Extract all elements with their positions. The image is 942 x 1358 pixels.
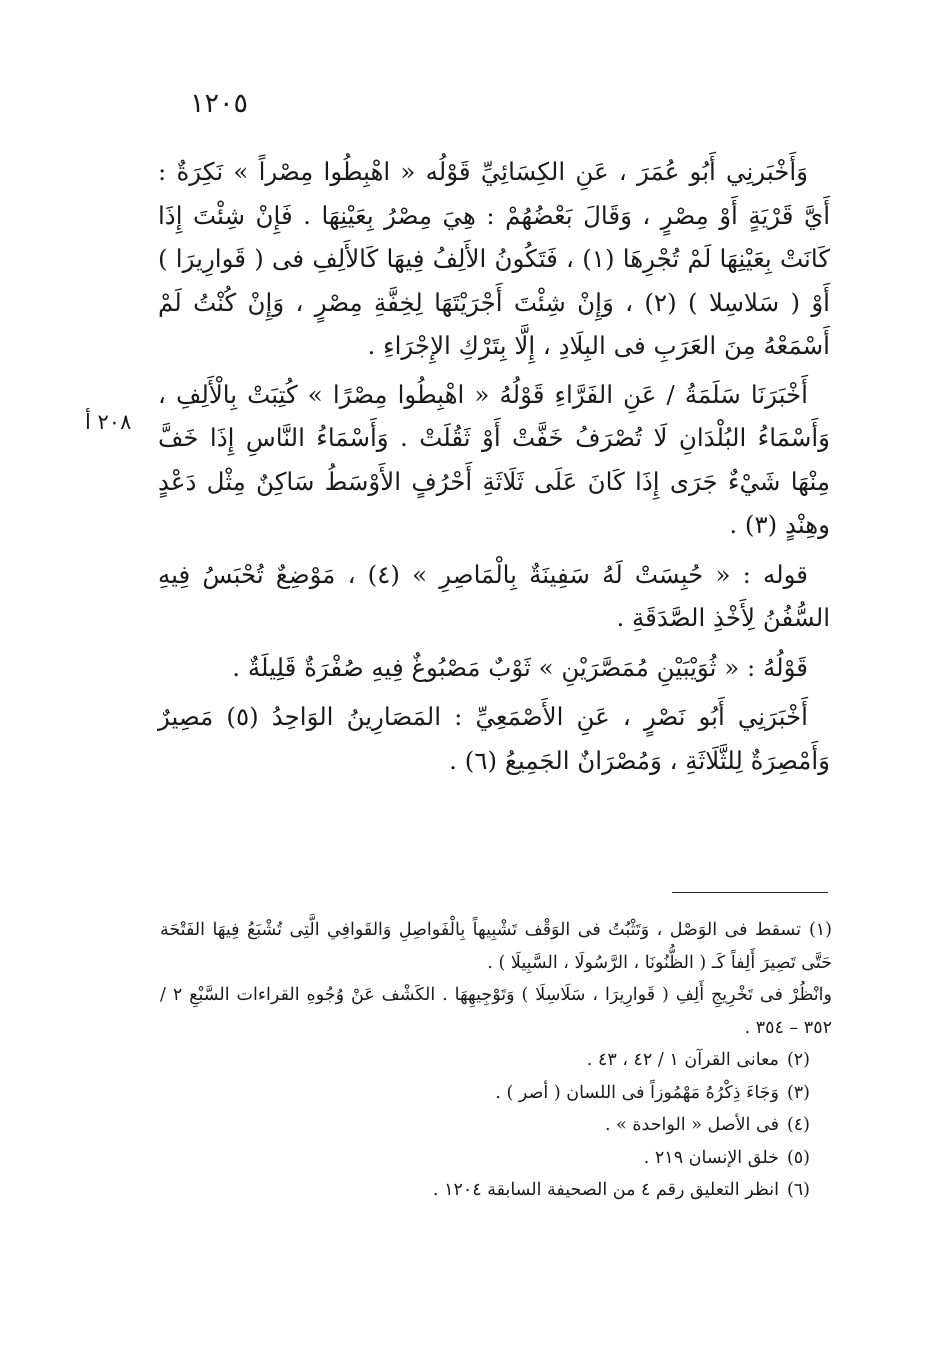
footnote-text: فى الأصل « الواحدة » . — [604, 1115, 779, 1135]
paragraph-2: أَخْبَرَنَا سَلَمَةُ / عَنِ الفَرَّاءِ قَوْلُهُ « اهْبِطُوا مِصْرًا » كُتِبَتْ بِالْأَلِفِ ، وَأَسْمَاءُ البُلْدَانِ لَا تُصْرَفُ خَفَّتْ أَوْ ثَقُلَتْ . وَأَسْمَاءُ النَّاسِ إِذَا خَفَّ مِنْهَا شَيْءٌ جَرَى إِذَا كَانَ عَلَى ثَلَاثَةِ أَحْرُفٍ الأَوْسَطُ سَاكِنٌ مِثْل دَعْدٍ وهِنْدٍ (٣) . — [158, 379, 830, 539]
footnote-divider — [672, 892, 828, 893]
main-text — [158, 150, 830, 782]
footnote-number: (٤) — [786, 1115, 810, 1135]
paragraph-3: قوله : « حُبِسَتْ لَهُ سَفِينَةٌ بِالْمَاصِرِ » (٤) ، مَوْضِعٌ تُحْبَسُ فِيهِ السُّفُنُ لِأَخْذِ الصَّدَقَةِ . — [158, 559, 830, 632]
footnote-text: تسقط فى الوَصْل ، وَتَثْبُتُ فى الوَقْف تَشْبِيهاً بِالْفَواصِلِ وَالقَوافِي الَّتِى تُشْبَعُ فِيهَا الفَتْحَة حَتَّى تَصِيرَ أَلِفاً كَـ ( الظُّنُونَا ، الرَّسُولَا ، السَّبِيلَا ) . — [160, 920, 832, 973]
footnote-text: انظر التعليق رقم ٤ من الصحيفة السابقة ١٢٠٤ . — [432, 1180, 779, 1200]
footnote-text: خلق الإنسان ٢١٩ . — [643, 1147, 779, 1168]
paragraph-1: وَأَخْبَرنِي أَبُو عُمَرَ ، عَنِ الكِسَائِيِّ قَوْلُه « اهْبِطُوا مِصْراً » نَكِرَةٌ : أَيَّ قَرْيَةٍ أَوْ مِصْرٍ ، وَقَالَ بَعْضُهُمْ : هِيَ مِصْرُ بِعَيْنِهَا . فَإِنْ شِئْتَ إِذَا كَانَتْ بِعَيْنِهَا لَمْ تُجْرِهَا (١) ، فَتَكُونُ الأَلِفُ فِيهَا كَالأَلِفِ فى ( قَوارِيرَا ) أَوْ ( سَلاسِلا ) (٢) ، وَإِنْ شِئْتَ أَجْرَيْتَهَا لِخِفَّةِ مِصْرٍ ، وَإِنْ كُنْتُ لَمْ أَسْمَعْهُ مِنَ العَرَبِ فى البِلَادِ ، إِلَّا بِتَرْكِ الإِجْرَاءِ . — [158, 157, 830, 360]
footnote-number: (٦) — [786, 1180, 810, 1200]
footnote-1-continuation: وانْظُرْ فى تَخْرِيجِ أَلِفِ ( قَوارِيرَا ، سَلَاسِلَا ) وَتَوْجِيهِهَا . الكَشْف عَنْ وُجُوهِ القراءات السَّبْعِ ٢ / ٣٥٢ – ٣٥٤ . — [160, 985, 832, 1038]
footnote-4 — [160, 1109, 832, 1142]
paragraph-5: أَخْبَرَنِي أَبُو نَصْرٍ ، عَنِ الأَصْمَعِيِّ : المَصَارِينُ الوَاحِدُ (٥) مَصِيرٌ وَأَمْصِرَةٌ لِلثَّلَاثَةِ ، وَمُصْرَانٌ الجَمِيعُ (٦) . — [158, 702, 830, 775]
page-number: ١٢٠٥ — [190, 88, 249, 119]
footnotes — [160, 914, 832, 1207]
manuscript-folio-reference: ٢٠٨ أ — [85, 410, 132, 434]
footnote-1 — [160, 914, 832, 979]
footnote-number: (١) — [808, 920, 832, 940]
footnote-number: (٢) — [786, 1050, 810, 1070]
footnote-number: (٥) — [786, 1147, 810, 1168]
footnote-3 — [160, 1077, 832, 1110]
footnote-6 — [160, 1174, 832, 1207]
footnote-number: (٣) — [786, 1082, 810, 1103]
footnote-2 — [160, 1044, 832, 1077]
footnote-text: معانى القرآن ١ / ٤٢ ، ٤٣ . — [586, 1050, 779, 1070]
paragraph-4: قَوْلُهُ : « ثُوَيْبَيْنِ مُمَصَّرَيْنِ » ثَوْبٌ مَصْبُوغٌ فِيهِ صُفْرَةٌ قَلِيلَةٌ . — [232, 652, 808, 682]
footnote-text: وَجَاءَ ذِكْرُهُ مَهْمُوزاً فى اللسان ( أصر ) . — [495, 1082, 779, 1103]
footnote-5 — [160, 1142, 832, 1175]
